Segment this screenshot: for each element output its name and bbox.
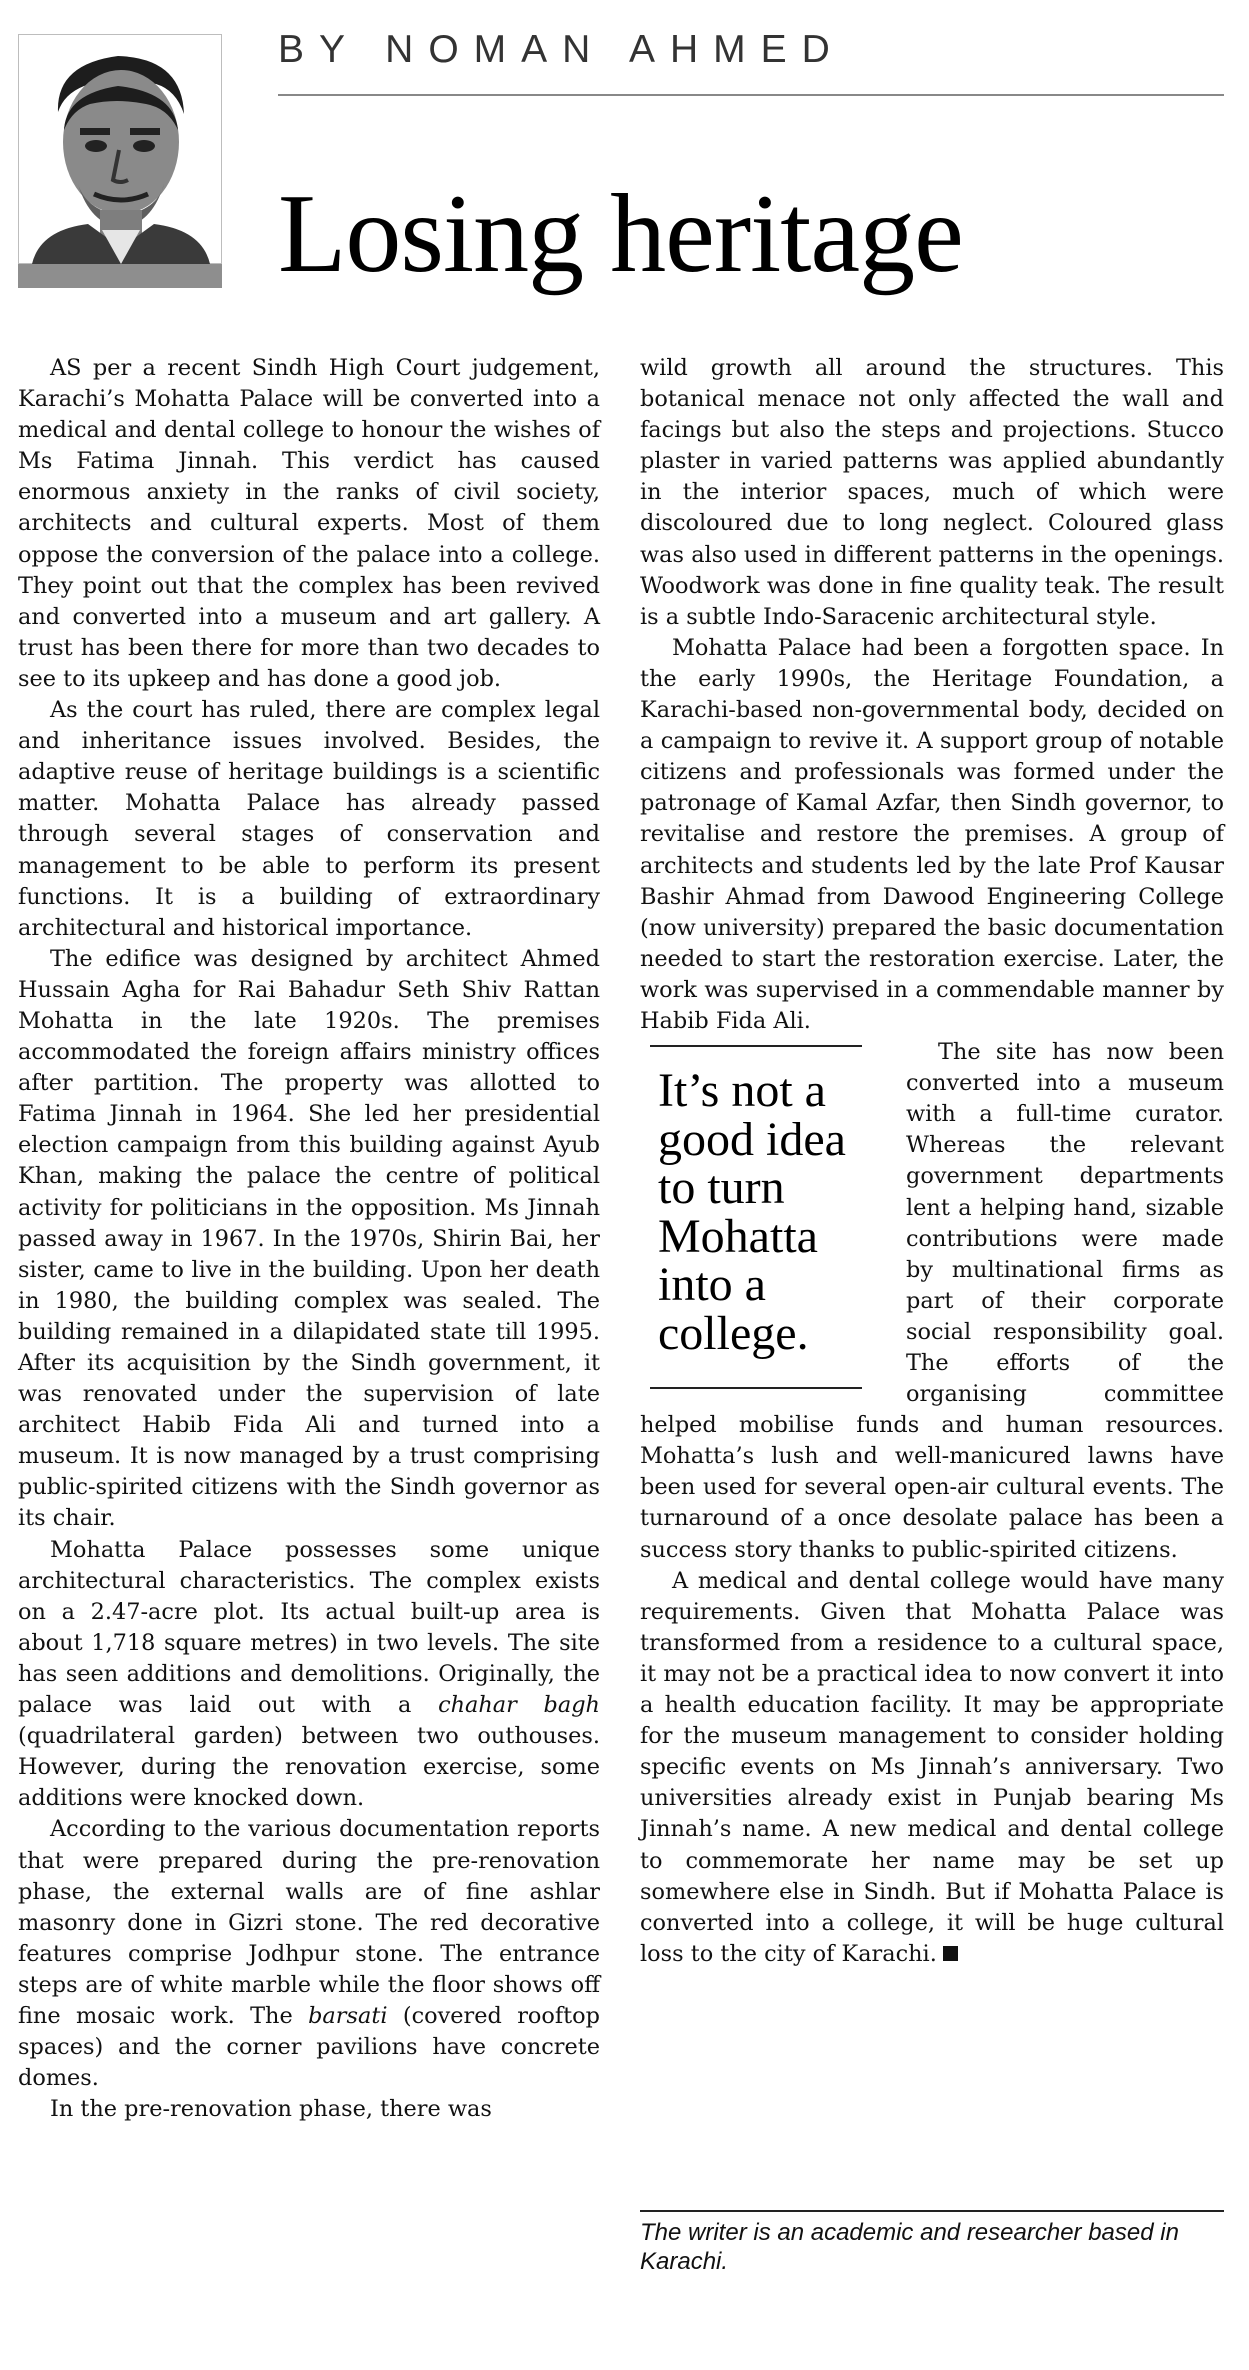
- paragraph: [640, 1566, 1224, 1970]
- footer-rule: [640, 2210, 1224, 2212]
- paragraph: Mohatta Palace had been a forgotten space. In the early 1990s, the Heritage Foundation, a Karachi-based non-governmental body, decided on a campaign to revive it. A support group of notable citizens and professionals was formed under the patronage of Kamal Azfar, then Sindh governor, to revitalise and restore the premises. A group of architects and students led by the late Prof Kausar Bashir Ahmad from Dawood Engineering College (now university) prepared the basic documentation needed to start the restoration exercise. Later, the work was supervised in a commendable manner by Habib Fida Ali.: [640, 634, 1224, 1034]
- author-portrait: [18, 34, 222, 264]
- headline: Losing heritage: [278, 172, 963, 296]
- paragraph: The edifice was designed by architect Ahmed Hussain Agha for Rai Bahadur Seth Shiv Rattan Mohatta in the late 1920s. The premises accommodated the foreign affairs ministry offices after partition. The property was allotted to Fatima Jinnah in 1964. She led her presidential election campaign from this building against Ayub Khan, making the palace the centre of political activity for politicians in the opposition. Ms Jinnah passed away in 1967. In the 1970s, Shirin Bai, her sister, came to live in the building. Upon her death in 1980, the building complex was sealed. The building remained in a dilapidated state till 1995. After its acquisition by the Sindh government, it was renovated under the supervision of late architect Habib Fida Ali and turned into a museum. It is now managed by a trust comprising public-spirited citizens with the Sindh governor as its chair.: [18, 945, 600, 1532]
- paragraph: [18, 1814, 600, 2094]
- paragraph: In the pre-renovation phase, there was: [50, 2096, 492, 2123]
- end-mark-icon: [943, 1946, 958, 1961]
- italic-term: chahar bagh: [438, 1692, 600, 1719]
- paragraph-text: A medical and dental college would have many requirements. Given that Mohatta Palace was transformed from a residence to a cultural space, it may not be a practical idea to now convert it into a health education facility. It may be appropriate for the museum management to consider holding specific events on Ms Jinnah’s anniversary. Two universities already exist in Punjab bearing Ms Jinnah’s name. A new medical and dental college to commemorate her name may be set up somewhere else in Sindh. But if Mohatta Palace is converted into a college, it will be huge cultural loss to the city of Karachi.: [640, 1567, 1224, 1967]
- article-column-right: [640, 353, 1224, 1970]
- paragraph: wild growth all around the structures. This botanical menace not only affected the wall and facings but also the steps and projections. Stucco plaster in varied patterns was applied abundantly in the interior spaces, much of which were discoloured due to long neglect. Coloured glass was also used in different patterns in the openings. Woodwork was done in fine quality teak. The result is a subtle Indo-Saracenic architectural style.: [640, 355, 1224, 630]
- paragraph-text: (covered rooftop spaces) and the corner pavilions have concrete domes.: [18, 2002, 600, 2092]
- portrait-bar: [18, 264, 222, 288]
- article-column-left: [18, 353, 600, 2125]
- byline: BY NOMAN AHMED: [278, 28, 845, 71]
- author-photo: [18, 34, 222, 264]
- pull-quote-rule-bottom: [650, 1387, 862, 1389]
- paragraph: As the court has ruled, there are complex legal and inheritance issues involved. Besides, the adaptive reuse of heritage buildings is a scientific matter. Mohatta Palace has already passed through several stages of conservation and management to be able to perform its present functions. It is a building of extraordinary architectural and historical importance.: [18, 697, 600, 941]
- paragraph: [18, 1535, 600, 1815]
- pull-quote-text: It’s not a good idea to turn Mohatta into a college.: [658, 1064, 846, 1360]
- italic-term: barsati: [308, 2002, 388, 2029]
- paragraph: The site has now been converted into a museum with a full-time curator. Whereas the relevant government departments lent a helping hand, sizable contributions were made by multinational firms as part of their corporate social responsibility goal. The efforts of the organising committee helped mobilise funds and human resources. Mohatta’s lush and well-manicured lawns have been used for several open-air cultural events. The turnaround of a once desolate palace has been a success story thanks to public-spirited citizens.: [640, 1039, 1224, 1563]
- pull-quote: [640, 1043, 884, 1398]
- paragraph-text: (quadrilateral garden) between two outhouses. However, during the renovation exercise, some additions were knocked down.: [18, 1723, 600, 1812]
- pull-quote-rule-top: [650, 1045, 862, 1047]
- paragraph-text: Mohatta Palace possesses some unique architectural characteristics. The complex exists on a 2.47-acre plot. Its actual built-up area is about 1,718 square metres) in two levels. The site has seen additions and demolitions. Originally, the palace was laid out with a: [18, 1536, 600, 1719]
- author-note: The writer is an academic and researcher based in Karachi.: [640, 2219, 1179, 2275]
- paragraph-text: According to the various documentation reports that were prepared during the pre-renovation phase, the external walls are of fine ashlar masonry done in Gizri stone. The red decorative features comprise Jodhpur stone. The entrance steps are of white marble while the floor shows off fine mosaic work. The: [18, 1816, 600, 2029]
- byline-rule: [278, 94, 1224, 96]
- paragraph: AS per a recent Sindh High Court judgement, Karachi’s Mohatta Palace will be converted into a medical and dental college to honour the wishes of Ms Fatima Jinnah. This verdict has caused enormous anxiety in the ranks of civil society, architects and cultural experts. Most of them oppose the conversion of the palace into a college. They point out that the complex has been revived and converted into a museum and art gallery. A trust has been there for more than two decades to see to its upkeep and has done a good job.: [18, 355, 600, 692]
